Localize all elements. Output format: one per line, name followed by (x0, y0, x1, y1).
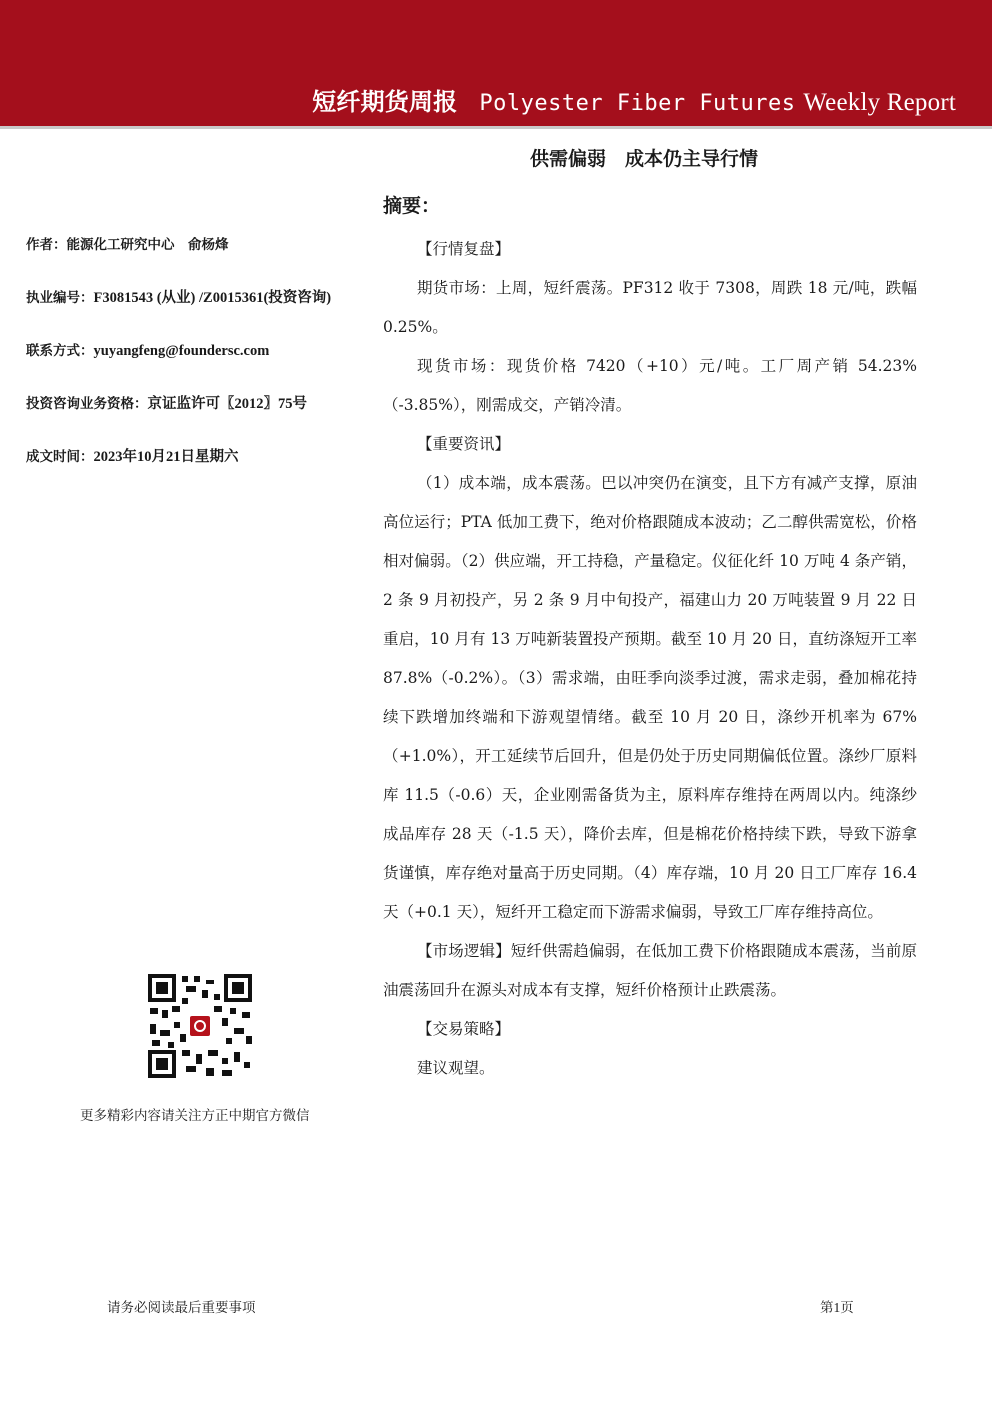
qr-caption: 更多精彩内容请关注方正中期官方微信 (80, 1108, 310, 1124)
logic-paragraph (383, 932, 917, 1010)
qr-code-icon (146, 972, 254, 1080)
logic-label: 【市场逻辑】 (417, 942, 511, 960)
report-title-en: Polyester Fiber Futures (479, 91, 796, 116)
footer-notice: 请务必阅读最后重要事项 (107, 1300, 256, 1316)
report-title-cn: 短纤期货周报 (312, 88, 458, 116)
report-title-en-suffix: Weekly Report (803, 89, 956, 116)
banner-divider (0, 126, 992, 129)
spot-paragraph: 现货市场：现货价格 7420（+10）元/吨。工厂周产销 54.23%（-3.85%），刚需成交，产销冷清。 (383, 357, 917, 414)
meta-qualification: 投资咨询业务资格：京证监许可〖2012〗75号 (26, 396, 307, 412)
abstract-heading: 摘要： (383, 195, 441, 217)
news-paragraph: （1）成本端，成本震荡。巴以冲突仍在演变，且下方有减产支撑，原油高位运行；PTA 低加工费下，绝对价格跟随成本波动；乙二醇供需宽松，价格相对偏弱。（2）供应端，开工持稳，产量稳定。仪征化纤 10 万吨 4 条产销，2 条 9 月初投产，另 2 条 9 月中旬投产，福建山力 20 万吨装置 9 月 22 日重启，10 月有 13 万吨新装置投产预期。截至 10 月 20 日，直纺涤短开工率 87.8%（-0.2%）。（3）需求端，由旺季向淡季过渡，需求走弱，叠加棉花持续下跌增加终端和下游观望情绪。截至 10 月 20 日，涤纱开机率为 67%（+1.0%），开工延续节后回升，但是仍处于历史同期偏低位置。涤纱厂原料库 11.5（-0.6）天，企业刚需备货为主，原料库存维持在两周以内。纯涤纱成品库存 28 天（-1.5 天），降价去库，但是棉花价格持续下跌，导致下游拿货谨慎，库存绝对量高于历史同期。（4）库存端，10 月 20 日工厂库存 16.4 天（+0.1 天），短纤开工稳定而下游需求偏弱，导致工厂库存维持高位。 (383, 474, 917, 921)
section-news-heading: 【重要资讯】 (417, 435, 511, 453)
strategy-paragraph: 建议观望。 (417, 1059, 495, 1077)
header-banner (0, 0, 992, 126)
page-number: 第1页 (820, 1300, 854, 1315)
meta-date: 成文时间：2023年10月21日星期六 (26, 449, 239, 465)
abstract-body (383, 230, 917, 1088)
meta-license-number: 执业编号：F3081543 (从业) /Z0015361(投资咨询) (26, 290, 332, 306)
document-title: 供需偏弱 成本仍主导行情 (530, 148, 759, 170)
section-review-heading: 【行情复盘】 (417, 240, 511, 258)
section-strategy-heading: 【交易策略】 (417, 1020, 511, 1038)
meta-contact: 联系方式：yuyangfeng@foundersc.com (26, 343, 270, 359)
meta-author: 作者：能源化工研究中心 俞杨烽 (26, 237, 229, 253)
logic-text: 短纤供需趋偏弱，在低加工费下价格跟随成本震荡，当前原油震荡回升在源头对成本有支撑，短纤价格预计止跌震荡。 (383, 942, 917, 999)
author-info (26, 233, 366, 498)
futures-paragraph: 期货市场：上周，短纤震荡。PF312 收于 7308，周跌 18 元/吨，跌幅 0.25%。 (383, 279, 917, 336)
report-title-banner (312, 82, 956, 117)
wechat-qr-code (146, 972, 254, 1080)
